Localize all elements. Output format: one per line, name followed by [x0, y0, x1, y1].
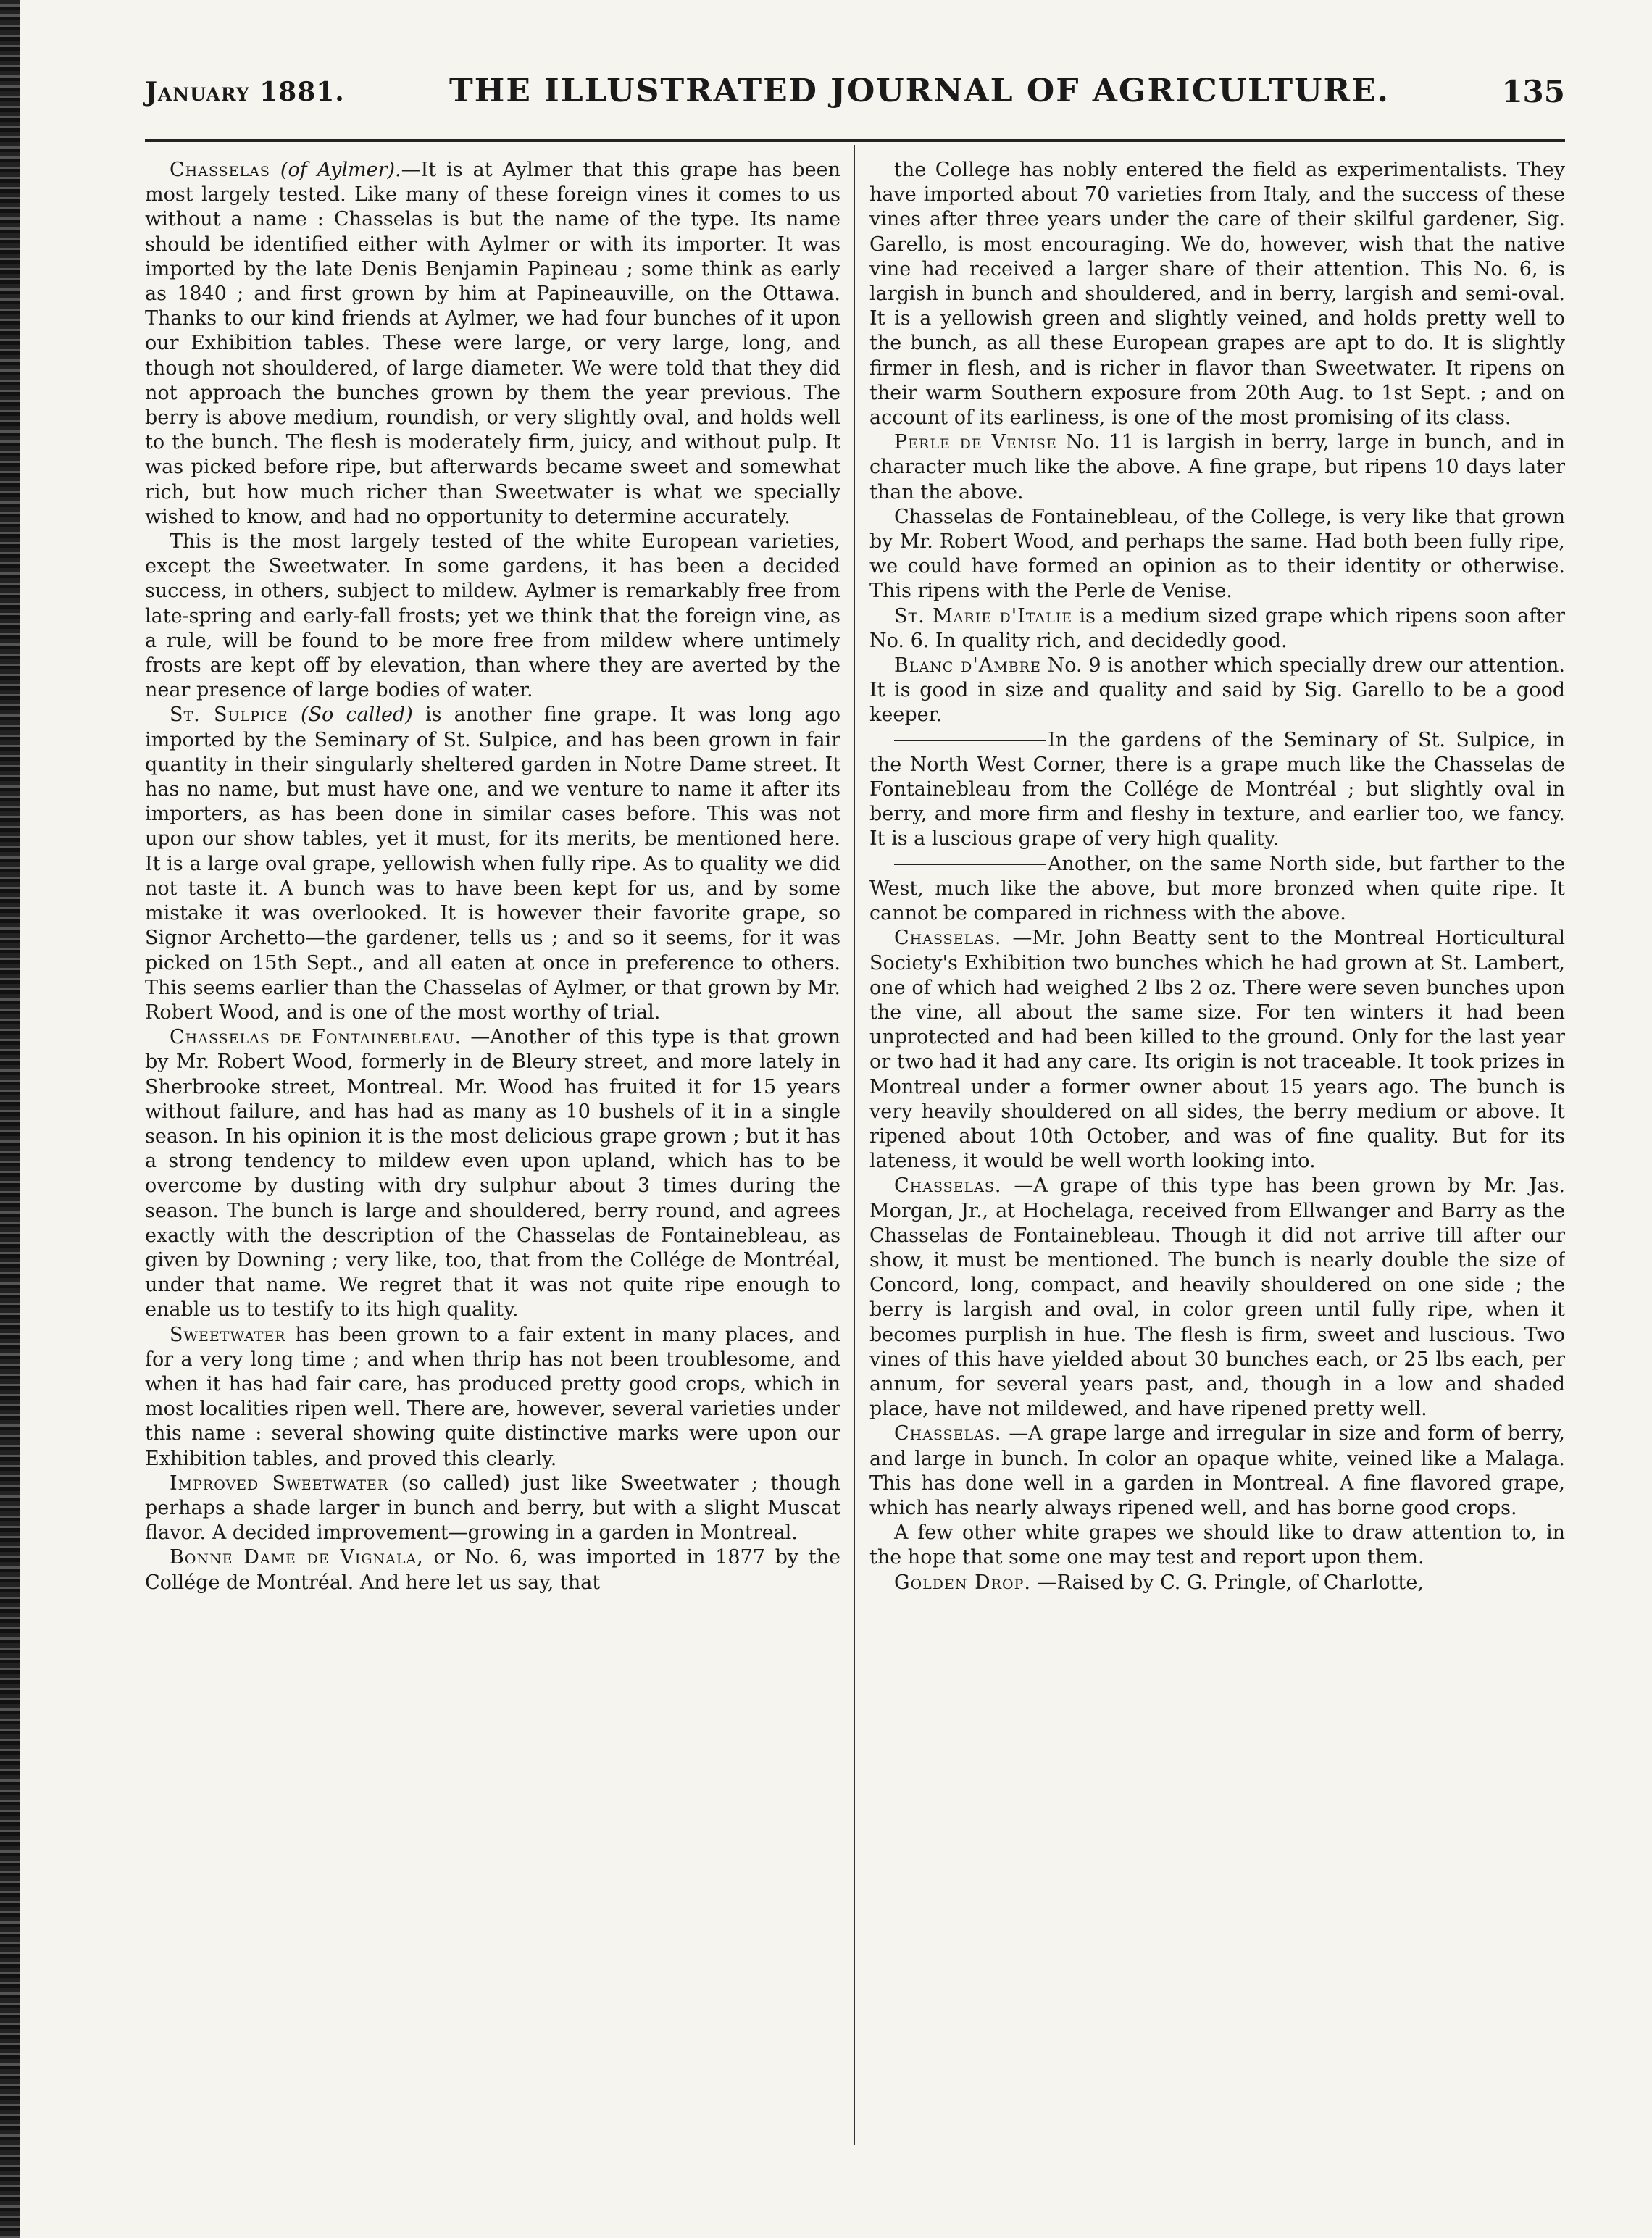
left-column — [145, 158, 840, 2158]
page-header — [145, 72, 1565, 123]
paragraph-lead: Chasselas. — [894, 1422, 1002, 1445]
paragraph-text: is another fine grape. It was long ago imported by the Seminary of St. Sulpice, and has been grown in fair quantity in their singularly sheltered garden in Notre Dame street. It has no name, but must have one, and we venture to name it after its importers, as has been done in similar cases before. This was not upon our show tables, yet it must, for its merits, be mentioned here. It is a large oval grape, yellowish when fully ripe. As to quality we did not taste it. A bunch was to have been kept for us, and by some mistake it was overlooked. It is however their favorite grape, so Signor Archetto—the gardener, tells us ; and so it seems, for it was picked on 15th Sept., and all eaten at once in preference to others. This seems earlier than the Chasselas of Aylmer, or that grown by Mr. Robert Wood, and is one of the most worthy of trial. — [145, 703, 840, 1024]
paragraph-text: —Another of this type is that grown by Mr. Robert Wood, formerly in de Bleury street, and more lately in Sherbrooke street, Montreal. Mr. Wood has fruited it for 15 years without failure, and has had as many as 10 bushels of it in a single season. In his opinion it is the most delicious grape grown ; but it has a strong tendency to mildew even upon upland, which has to be overcome by dusting with dry sulphur about 3 times during the season. The bunch is large and shouldered, berry round, and agrees exactly with the description of the Chasselas de Fontainebleau, as given by Downing ; very like, too, that from the Collége de Montréal, under that name. We regret that it was not quite ripe enough to enable us to testify to its high quality. — [145, 1026, 840, 1321]
paragraph-lead: St. Sulpice — [170, 703, 288, 727]
paragraph — [869, 926, 1565, 1174]
paragraph — [869, 505, 1565, 604]
dash-rule — [894, 740, 1046, 741]
right-column — [869, 158, 1565, 2158]
paragraph — [145, 530, 840, 703]
paragraph-lead: Sweetwater — [170, 1323, 286, 1346]
paragraph-text: the College has nobly entered the field as experimentalists. They have imported about 70 varieties from Italy, and the success of these vines after three years under the care of their skilful gardener, Sig. Garello, is most encouraging. We do, however, wish that the native vine had received a larger share of their attention. This No. 6, is largish in bunch and shouldered, and in berry, largish and semi-oval. It is a yellowish green and slightly veined, and holds pretty well to the bunch, as all these European grapes are apt to do. It is slightly firmer in flesh, and is richer in flavor than Sweetwater. It ripens on their warm Southern exposure from 20th Aug. to 1st Sept. ; and on account of its earliness, is one of the most promising of its class. — [869, 159, 1565, 430]
paragraph-lead: Perle de Venise — [894, 431, 1057, 454]
paragraph — [145, 1545, 840, 1595]
paragraph-lead: Chasselas de Fontainebleau. — [170, 1026, 462, 1049]
paragraph-text: —Raised by C. G. Pringle, of Charlotte, — [1037, 1571, 1424, 1594]
paragraph-lead: Chasselas. — [894, 1174, 1002, 1198]
paragraph-text: or No. 6, was imported in 1877 by the Collége de Montréal. And here let us say, that — [145, 1546, 840, 1594]
issue-date: January 1881. — [145, 77, 345, 107]
journal-page — [145, 72, 1565, 2174]
paragraph — [145, 158, 840, 530]
paragraph — [145, 1323, 840, 1471]
paragraph — [869, 430, 1565, 505]
paragraph-lead: Chasselas. — [894, 927, 1002, 950]
journal-title: THE ILLUSTRATED JOURNAL OF AGRICULTURE. — [449, 72, 1390, 109]
paragraph — [869, 1421, 1565, 1521]
paragraph — [145, 1471, 840, 1546]
paragraph-lead: Improved Sweetwater — [170, 1471, 389, 1495]
paragraph-lead-italic: (So called) — [300, 703, 413, 727]
paragraph-text: —It is at Aylmer that this grape has been most largely tested. Like many of these foreign vines it comes to us without a name : Chasselas is but the name of the type. Its name should be identified either with Aylmer or with its importer. It was imported by the late Denis Benjamin Papineau ; some think as early as 1840 ; and first grown by him at Papineauville, on the Ottawa. Thanks to our kind friends at Aylmer, we had four bunches of it upon our Exhibition tables. These were large, or very large, long, and though not shouldered, of large diameter. We were told that they did not approach the bunches grown by them the year previous. The berry is above medium, roundish, or very slightly oval, and holds well to the bunch. The flesh is moderately firm, juicy, and without pulp. It was picked before ripe, but afterwards became sweet and somewhat rich, but how much richer than Sweetwater is what we specially wished to know, and had no opportunity to determine accurately. — [145, 159, 840, 528]
paragraph — [869, 1571, 1565, 1595]
paragraph — [145, 703, 840, 1025]
paragraph-text: In the gardens of the Seminary of St. Sulpice, in the North West Corner, there is a grape much like the Chasselas de Fontainebleau from the Collége de Montréal ; but slightly oval in berry, and more firm and fleshy in texture, and earlier too, we fancy. It is a luscious grape of very high quality. — [869, 728, 1565, 851]
paragraph-lead: Blanc d'Ambre — [894, 654, 1041, 677]
scan-edge — [0, 0, 20, 2238]
dash-rule — [894, 864, 1046, 865]
paragraph — [869, 604, 1565, 654]
header-rule — [145, 139, 1565, 142]
paragraph-lead: St. Marie d'Italie — [894, 604, 1073, 627]
paragraph-lead: Chasselas — [170, 159, 270, 181]
paragraph — [145, 1025, 840, 1322]
paragraph — [869, 158, 1565, 430]
paragraph-lead-italic: (of Aylmer). — [280, 159, 401, 181]
column-divider — [854, 145, 855, 2145]
paragraph-text: No. 11 is largish in berry, large in bunch, and in character much like the above. A fine grape, but ripens 10 days later than the above. — [869, 431, 1565, 504]
paragraph-text: A few other white grapes we should like to draw attention to, in the hope that some one may test and report upon them. — [869, 1521, 1565, 1569]
paragraph-text: —Mr. John Beatty sent to the Montreal Horticultural Society's Exhibition two bunches which he had grown at St. Lambert, one of which had weighed 2 lbs 2 oz. There were seven bunches upon the vine, all about the same size. For ten winters it had been unprotected and had been killed to the ground. Only for the last year or two had it had any care. Its origin is not traceable. It took prizes in Montreal under a former owner about 15 years ago. The bunch is very heavily shouldered on all sides, the berry medium or above. It ripened about 10th October, and was of fine quality. But for its lateness, it would be well worth looking into. — [869, 927, 1565, 1173]
paragraph — [869, 852, 1565, 927]
paragraph-text: No. 9 is another which specially drew our attention. It is good in size and quality and said by Sig. Garello to be a good keeper. — [869, 654, 1565, 727]
paragraph-text: is a medium sized grape which ripens soon after No. 6. In quality rich, and decidedly good. — [869, 604, 1565, 652]
paragraph — [869, 1521, 1565, 1570]
paragraph-text: (so called) just like Sweetwater ; though perhaps a shade larger in bunch and berry, but with a slight Muscat flavor. A decided improvement—growing in a garden in Montreal. — [145, 1471, 840, 1545]
paragraph — [869, 654, 1565, 728]
paragraph-text: Chasselas de Fontainebleau, of the College, is very like that grown by Mr. Robert Wood, and perhaps the same. Had both been fully ripe, we could have formed an opinion as to their identity or otherwise. This ripens with the Perle de Venise. — [869, 505, 1565, 603]
paragraph-lead: Golden Drop. — [894, 1571, 1031, 1594]
paragraph — [869, 1174, 1565, 1421]
paragraph-text: has been grown to a fair extent in many places, and for a very long time ; and when thrip has not been troublesome, and when it has had fair care, has produced pretty good crops, which in most localities ripen well. There are, however, several varieties under this name : several showing quite distinctive marks were upon our Exhibition tables, and proved this clearly. — [145, 1323, 840, 1470]
paragraph-text: —A grape of this type has been grown by Mr. Jas. Morgan, Jr., at Hochelaga, received from Ellwanger and Barry as the Chasselas de Fontainebleau. Though it did not arrive till after our show, it must be mentioned. The bunch is nearly double the size of Concord, long, compact, and heavily shouldered on one side ; the berry is largish and oval, in color green until fully ripe, when it becomes purplish in hue. The flesh is firm, sweet and luscious. Two vines of this have yielded about 30 bunches each, or 25 lbs each, per annum, for several years past, and, though in a low and shaded place, have not mildewed, and have ripened pretty well. — [869, 1174, 1565, 1421]
paragraph-lead: Bonne Dame de Vignala, — [170, 1546, 424, 1569]
page-number: 135 — [1501, 74, 1565, 109]
paragraph — [869, 728, 1565, 852]
paragraph-text: Another, on the same North side, but farther to the West, much like the above, but more bronzed when quite ripe. It cannot be compared in richness with the above. — [869, 852, 1565, 925]
paragraph-text: This is the most largely tested of the white European varieties, except the Sweetwater. In some gardens, it has been a decided success, in others, subject to mildew. Aylmer is remarkably free from late-spring and early-fall frosts; yet we think that the foreign vine, as a rule, will be found to be more free from mildew where untimely frosts are kept off by elevation, than where they are averted by the near presence of large bodies of water. — [145, 530, 840, 702]
paragraph-text: —A grape large and irregular in size and form of berry, and large in bunch. In color an opaque white, veined like a Malaga. This has done well in a garden in Montreal. A fine flavored grape, which has nearly always ripened well, and has borne good crops. — [869, 1422, 1565, 1519]
